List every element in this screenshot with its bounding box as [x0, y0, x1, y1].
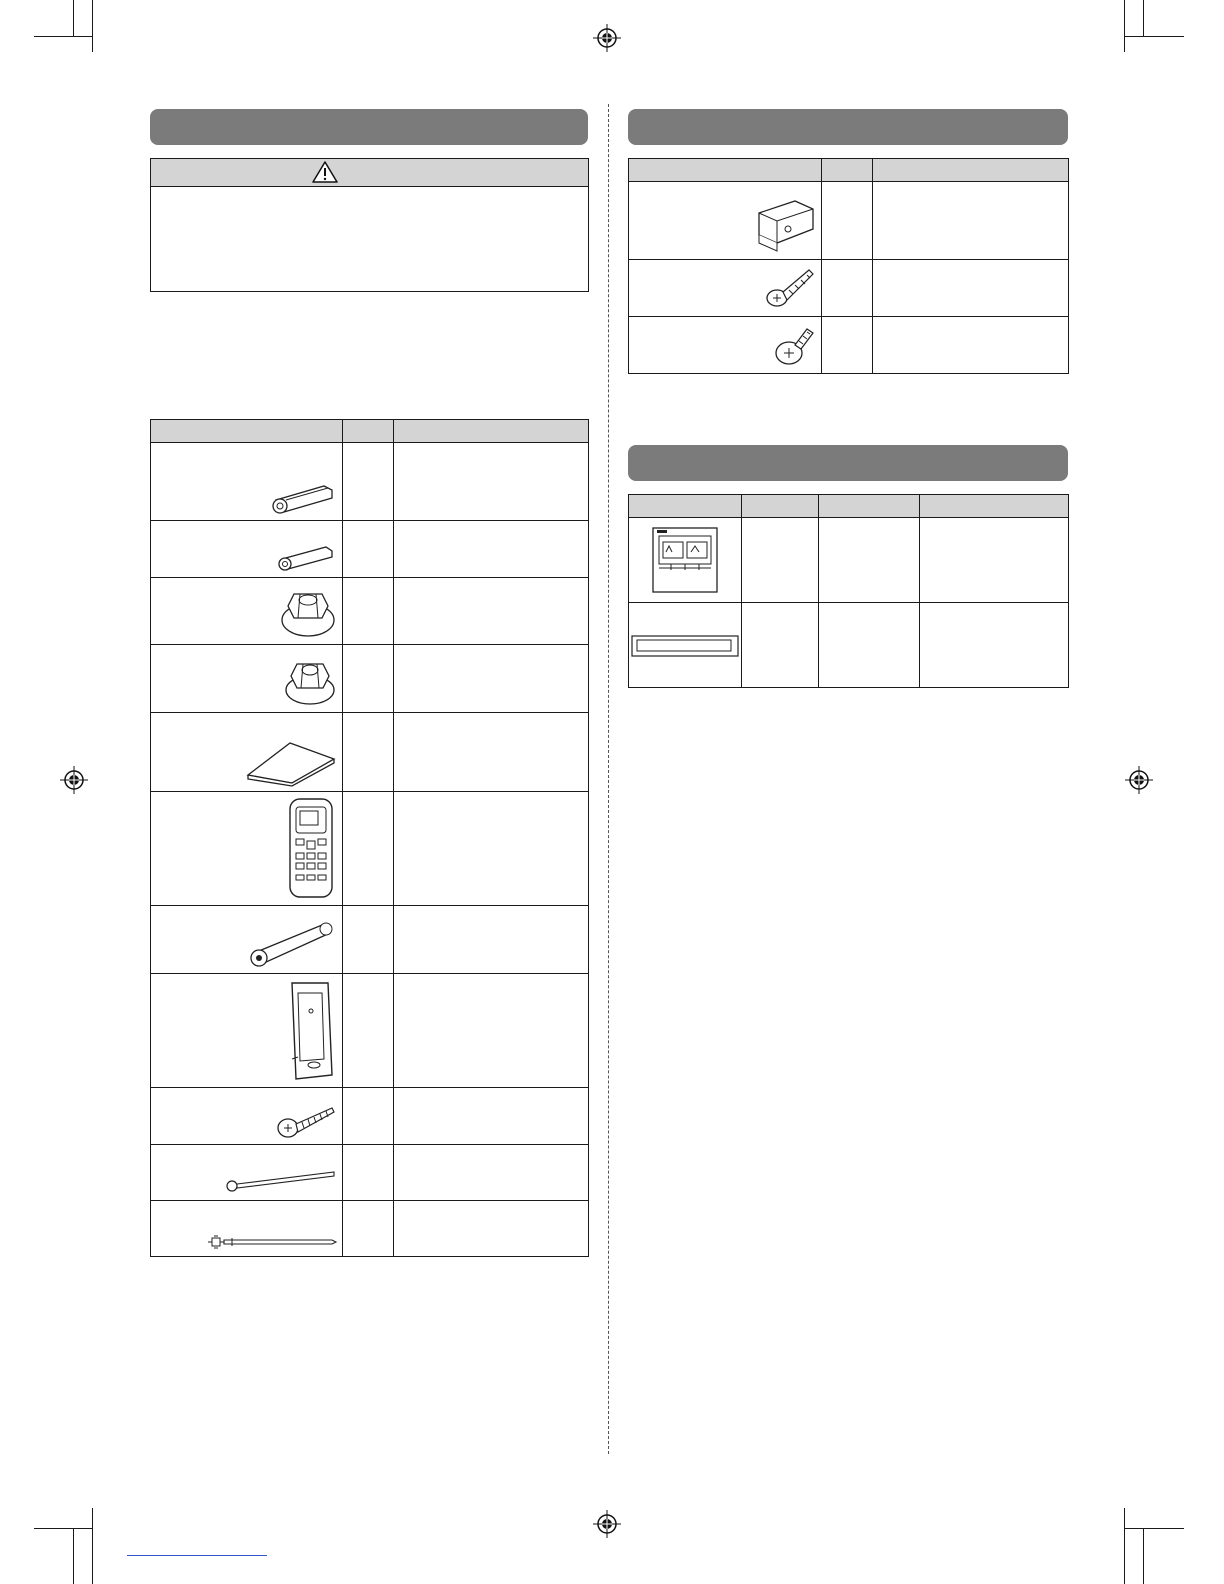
table-cell	[742, 603, 819, 688]
table-cell	[920, 518, 1069, 603]
table-cell	[873, 182, 1069, 260]
table-header-cell	[151, 420, 343, 443]
flare-nut-small-icon	[282, 654, 338, 708]
left-section-header	[150, 109, 588, 145]
table-row	[629, 260, 1069, 317]
connector-bracket-icon	[755, 195, 817, 255]
table-row	[151, 1145, 589, 1201]
table-header-row	[151, 420, 589, 443]
crop-mark	[1143, 0, 1144, 36]
table-cell	[742, 518, 819, 603]
crop-mark	[1124, 0, 1125, 52]
table-cell-image	[151, 578, 343, 645]
cable-tie-with-clamp-icon	[206, 1232, 338, 1252]
table-row	[629, 182, 1069, 260]
table-cell-image	[151, 521, 343, 578]
table-header-cell	[343, 420, 394, 443]
table-header-row	[629, 495, 1069, 518]
table-cell	[394, 578, 589, 645]
registration-mark-icon	[1125, 766, 1153, 794]
table-row	[151, 443, 589, 521]
table-cell	[819, 603, 920, 688]
table-cell-image	[151, 906, 343, 974]
insulation-tube-large-icon	[268, 480, 338, 516]
operation-manual-booklet-icon	[244, 739, 338, 787]
table-cell	[822, 182, 873, 260]
table-row	[629, 603, 1069, 688]
registration-mark-icon	[593, 24, 621, 52]
table-cell-image	[151, 792, 343, 906]
remote-controller-icon	[284, 797, 338, 901]
table-cell	[394, 974, 589, 1088]
warning-header	[151, 159, 588, 187]
table-cell	[394, 1201, 589, 1257]
battery-icon	[244, 919, 338, 969]
table-header-cell	[742, 495, 819, 518]
table-cell	[343, 792, 394, 906]
truss-head-screw-long-icon	[765, 264, 817, 312]
truss-head-screw-short-icon	[773, 323, 817, 369]
crop-mark	[1143, 1528, 1144, 1584]
table-cell-image	[151, 443, 343, 521]
crop-mark	[73, 1528, 74, 1584]
table-row	[629, 518, 1069, 603]
right-top-section-header	[628, 109, 1068, 145]
table-cell-image	[151, 645, 343, 713]
table-row	[151, 1201, 589, 1257]
table-row	[151, 792, 589, 906]
registration-mark-icon	[60, 766, 88, 794]
table-cell	[873, 260, 1069, 317]
table-cell	[343, 1201, 394, 1257]
table-cell	[343, 443, 394, 521]
communication-kit-icon	[631, 635, 739, 657]
tapping-screw-icon	[274, 1100, 338, 1140]
cable-tie-icon	[222, 1170, 338, 1196]
crop-mark	[1124, 1528, 1184, 1529]
remote-controller-holder-icon	[284, 979, 338, 1083]
table-cell-image	[151, 1201, 343, 1257]
table-cell	[394, 713, 589, 792]
crop-mark	[34, 36, 92, 37]
table-header-cell	[629, 495, 742, 518]
table-cell-image	[629, 182, 822, 260]
table-cell-image	[151, 713, 343, 792]
table-cell	[394, 443, 589, 521]
table-row	[151, 1088, 589, 1145]
table-header-cell	[822, 159, 873, 182]
table-cell-image	[629, 603, 742, 688]
table-cell	[394, 1088, 589, 1145]
table-cell	[394, 521, 589, 578]
table-cell-image	[629, 518, 742, 603]
table-cell	[873, 317, 1069, 374]
option-kit-table	[628, 494, 1069, 688]
table-row	[151, 713, 589, 792]
table-cell	[394, 906, 589, 974]
table-cell-image	[151, 1145, 343, 1201]
warning-triangle-icon	[312, 161, 338, 183]
crop-mark	[92, 0, 93, 52]
accessories-table	[150, 419, 589, 1257]
table-cell	[343, 521, 394, 578]
table-cell	[343, 1088, 394, 1145]
table-cell-image	[629, 317, 822, 374]
table-cell	[343, 974, 394, 1088]
table-header-row	[629, 159, 1069, 182]
table-row	[151, 906, 589, 974]
table-row	[151, 974, 589, 1088]
column-divider	[608, 104, 609, 1454]
table-row	[151, 645, 589, 713]
table-cell	[343, 645, 394, 713]
table-cell-image	[629, 260, 822, 317]
crop-mark	[73, 0, 74, 36]
crop-mark	[1124, 1508, 1125, 1584]
table-cell	[343, 713, 394, 792]
table-cell	[394, 792, 589, 906]
table-cell	[343, 578, 394, 645]
table-cell	[394, 1145, 589, 1201]
table-cell	[920, 603, 1069, 688]
table-row	[629, 317, 1069, 374]
table-header-cell	[394, 420, 589, 443]
table-header-cell	[819, 495, 920, 518]
insulation-tube-small-icon	[274, 543, 338, 573]
table-cell	[822, 260, 873, 317]
table-row	[151, 521, 589, 578]
crop-mark	[34, 1528, 92, 1529]
warning-box	[150, 158, 589, 292]
flare-nut-large-icon	[278, 582, 338, 640]
table-header-cell	[920, 495, 1069, 518]
optional-parts-table	[628, 158, 1069, 374]
crop-mark	[92, 1508, 93, 1584]
wired-remote-controller-icon	[651, 526, 719, 594]
footer-link-underline	[127, 1555, 267, 1556]
table-row	[151, 578, 589, 645]
table-cell	[394, 645, 589, 713]
crop-mark	[1124, 36, 1184, 37]
table-cell	[343, 906, 394, 974]
table-cell-image	[151, 974, 343, 1088]
registration-mark-icon	[593, 1510, 621, 1538]
table-cell	[822, 317, 873, 374]
table-cell-image	[151, 1088, 343, 1145]
table-header-cell	[873, 159, 1069, 182]
table-header-cell	[629, 159, 822, 182]
table-cell	[819, 518, 920, 603]
right-bottom-section-header	[628, 445, 1068, 481]
table-cell	[343, 1145, 394, 1201]
